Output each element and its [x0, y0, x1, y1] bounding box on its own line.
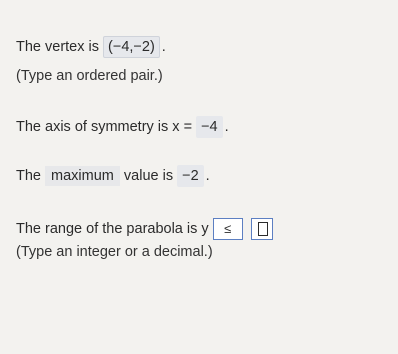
vertex-label: The vertex is [16, 39, 99, 55]
range-input[interactable] [251, 218, 273, 240]
axis-label: The axis of symmetry is x = [16, 119, 193, 135]
input-cursor-box [258, 222, 268, 236]
vertex-hint: (Type an ordered pair.) [16, 68, 163, 84]
axis-answer[interactable]: −4 [196, 116, 223, 138]
inequality-select[interactable]: ≤ [213, 218, 243, 240]
range-question [16, 218, 273, 240]
axis-period: . [224, 119, 229, 135]
axis-question [16, 116, 229, 138]
vertex-answer[interactable]: (−4,−2) [103, 36, 160, 58]
range-hint: (Type an integer or a decimal.) [16, 244, 213, 260]
extremum-middle: value is [123, 168, 174, 184]
extremum-prefix: The [16, 168, 41, 184]
max-min-dropdown[interactable]: maximum [45, 166, 120, 186]
vertex-period: . [161, 39, 166, 55]
range-label: The range of the parabola is y [16, 220, 209, 237]
extremum-period: . [205, 168, 210, 184]
extremum-question [16, 165, 210, 187]
vertex-question [16, 36, 166, 58]
extremum-answer[interactable]: −2 [177, 165, 204, 187]
